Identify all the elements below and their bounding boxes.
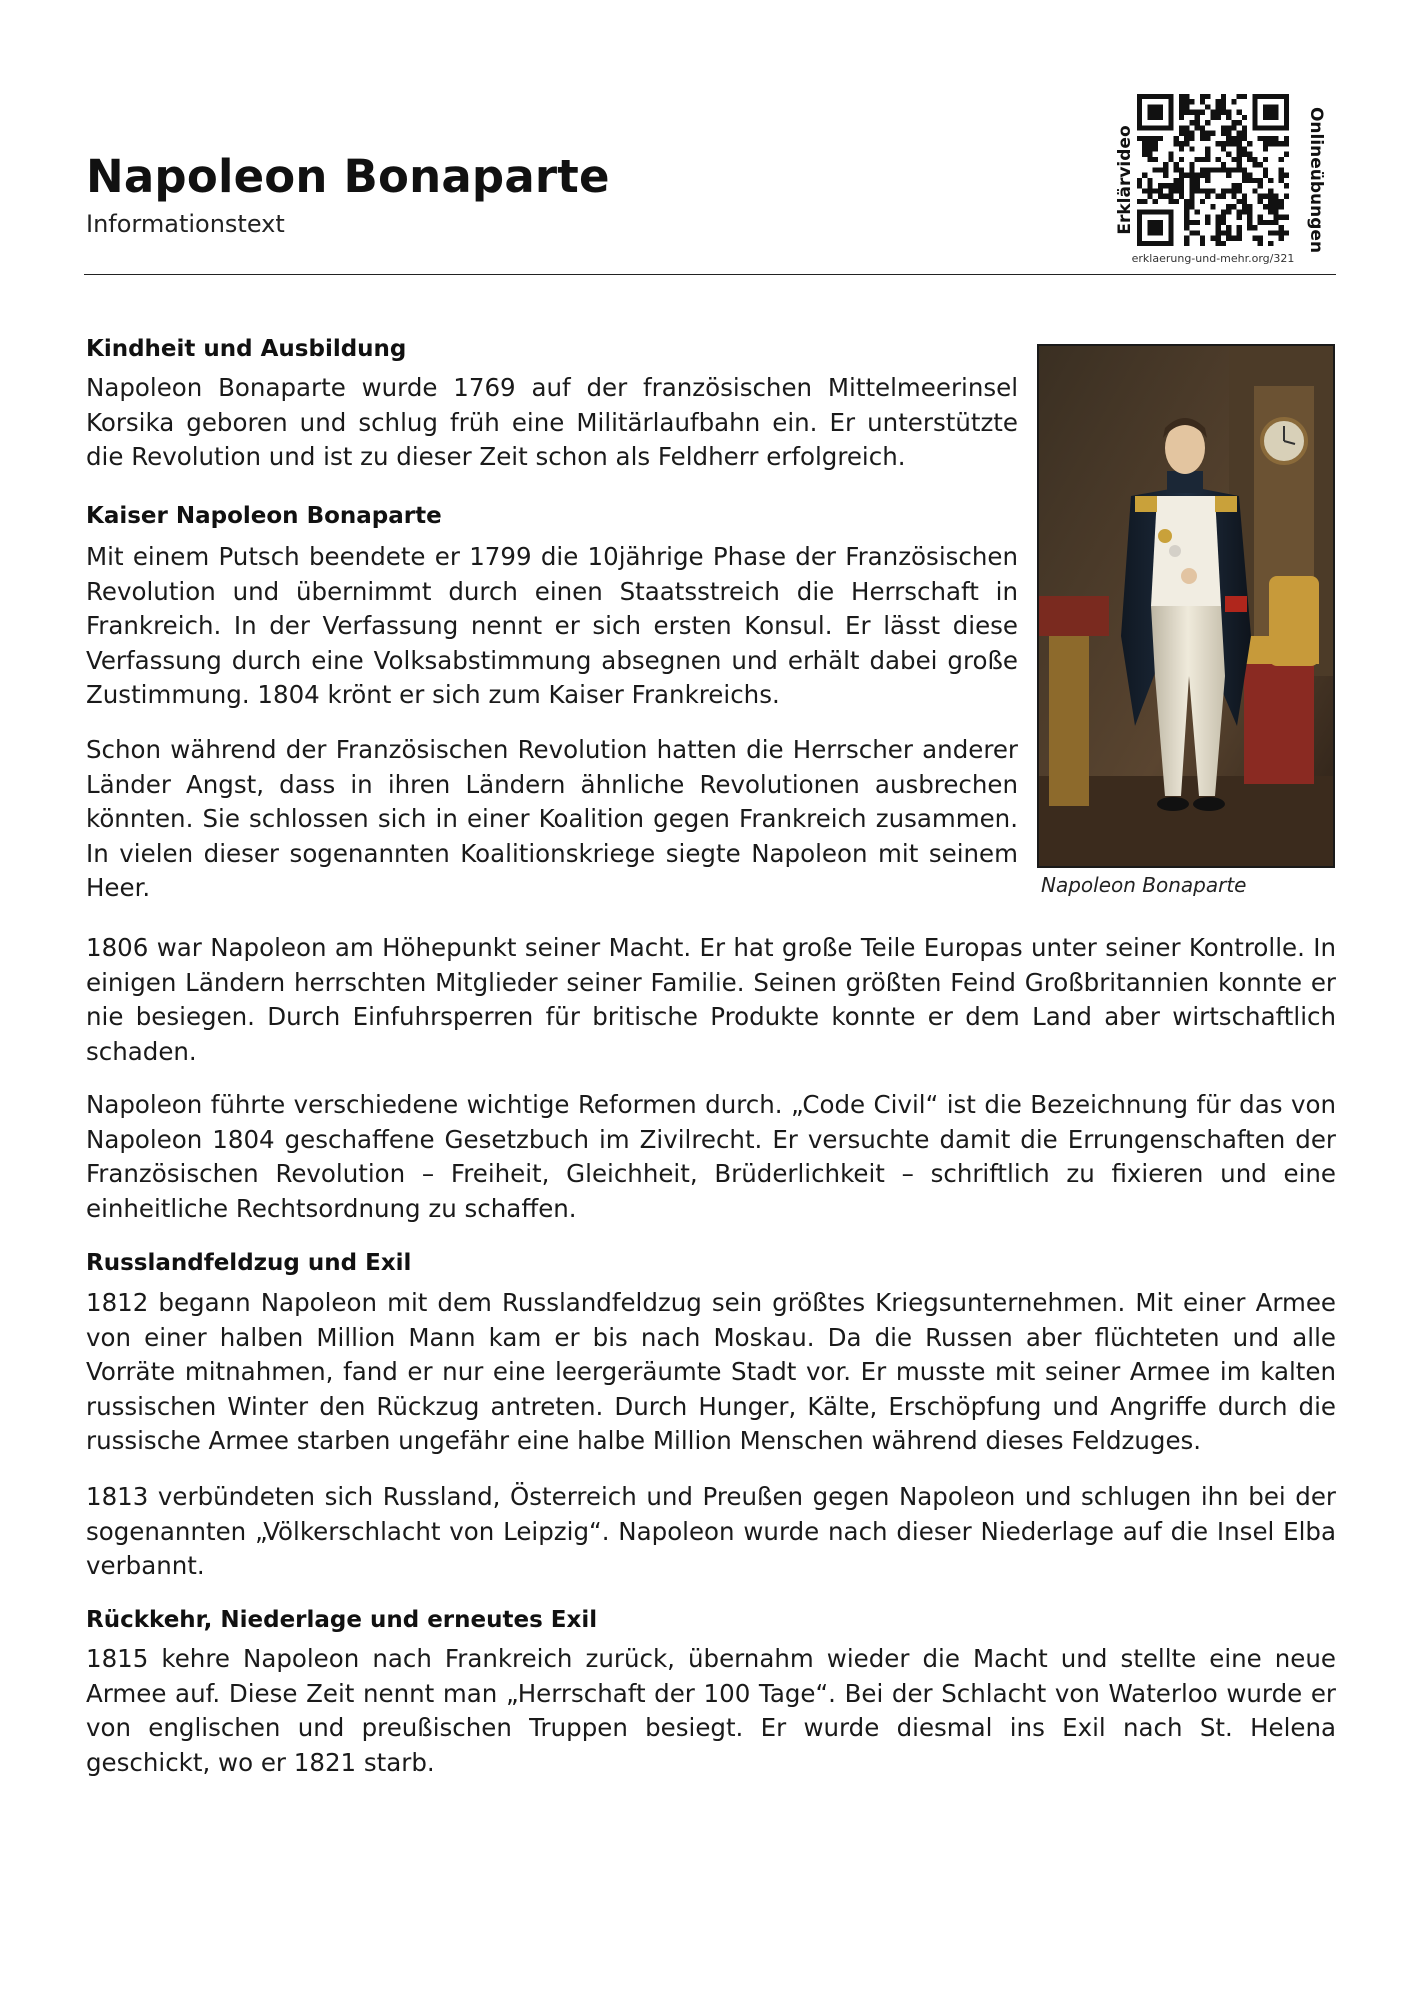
section-heading-rueckkehr: Rückkehr, Niederlage und erneutes Exil [86, 1607, 598, 1633]
napoleon-portrait [1037, 344, 1335, 868]
paragraph-russland-1: 1812 begann Napoleon mit dem Russlandfeldzug sein größtes Kriegsunternehmen. Mit einer Armee von einer halben Million Mann kam er bis nach Moskau. Da die Russen aber flüchteten und alle Vorräte mitnahmen, fand er nur eine leergeräumte Stadt vor. Er musste mit seiner Armee im kalten russischen Winter den Rückzug antreten. Durch Hunger, Kälte, Erschöpfung und Angriffe durch die russische Armee starben ungefähr eine halbe Million Menschen während dieses Feldzuges. [86, 1288, 1336, 1456]
qr-code-icon[interactable] [1137, 94, 1289, 246]
figure-caption: Napoleon Bonaparte [1041, 873, 1247, 897]
section-heading-kaiser: Kaiser Napoleon Bonaparte [86, 503, 442, 529]
header-divider [84, 274, 1336, 275]
paragraph-kaiser-4: Napoleon führte verschiedene wichtige Reformen durch. „Code Civil“ ist die Bezeichnung für das von Napoleon 1804 geschaffene Gesetzbuch im Zivilrecht. Er versuchte damit die Errungenschaften der Französischen Revolution – Freiheit, Gleichheit, Brüderlichkeit – schriftlich zu fixieren und eine einheitliche Rechtsordnung zu schaffen. [86, 1090, 1336, 1223]
paragraph-kaiser-2: Schon während der Französischen Revolution hatten die Herrscher anderer Länder Angst, dass in ihren Ländern ähnliche Revolutionen ausbrechen könnten. Sie schlossen sich in einer Koalition gegen Frankreich zusammen. In vielen dieser sogenannten Koalitionskriege siegte Napoleon mit seinem Heer. [86, 735, 1018, 903]
paragraph-kaiser-3: 1806 war Napoleon am Höhepunkt seiner Macht. Er hat große Teile Europas unter seiner Kontrolle. In einigen Ländern herrschten Mitglieder seiner Familie. Seinen größten Feind Großbritannien konnte er nie besiegen. Durch Einfuhrsperren für britische Produkte konnte er dem Land aber wirtschaftlich schaden. [86, 933, 1336, 1066]
section-heading-kindheit: Kindheit und Ausbildung [86, 336, 407, 362]
exercise-label: Onlineübungen [1306, 106, 1326, 254]
video-label: Erklärvideo [1115, 125, 1135, 235]
paragraph-kindheit: Napoleon Bonaparte wurde 1769 auf der französischen Mittelmeerinsel Korsika geboren und schlug früh eine Militärlaufbahn ein. Er unterstützte die Revolution und ist zu dieser Zeit schon als Feldherr erfolgreich. [86, 373, 1018, 472]
paragraph-rueckkehr: 1815 kehre Napoleon nach Frankreich zurück, übernahm wieder die Macht und stellte eine neue Armee auf. Diese Zeit nennt man „Herrschaft der 100 Tage“. Bei der Schlacht von Waterloo wurde er von englischen und preußischen Truppen besiegt. Er wurde diesmal ins Exil nach St. Helena geschickt, wo er 1821 starb. [86, 1644, 1336, 1777]
page-subtitle: Informationstext [86, 210, 285, 238]
section-heading-russland: Russlandfeldzug und Exil [86, 1250, 412, 1276]
qr-url: erklaerung-und-mehr.org/321 [1131, 252, 1295, 265]
page-title: Napoleon Bonaparte [86, 150, 610, 203]
paragraph-russland-2: 1813 verbündeten sich Russland, Österreich und Preußen gegen Napoleon und schlugen ihn bei der sogenannten „Völkerschlacht von Leipzig“. Napoleon wurde nach dieser Niederlage auf die Insel Elba verbannt. [86, 1482, 1336, 1581]
paragraph-kaiser-1: Mit einem Putsch beendete er 1799 die 10jährige Phase der Französischen Revolution und übernimmt durch einen Staatsstreich die Herrschaft in Frankreich. In der Verfassung nennt er sich ersten Konsul. Er lässt diese Verfassung durch eine Volksabstimmung absegnen und erhält dabei große Zustimmung. 1804 krönt er sich zum Kaiser Frankreichs. [86, 542, 1018, 710]
